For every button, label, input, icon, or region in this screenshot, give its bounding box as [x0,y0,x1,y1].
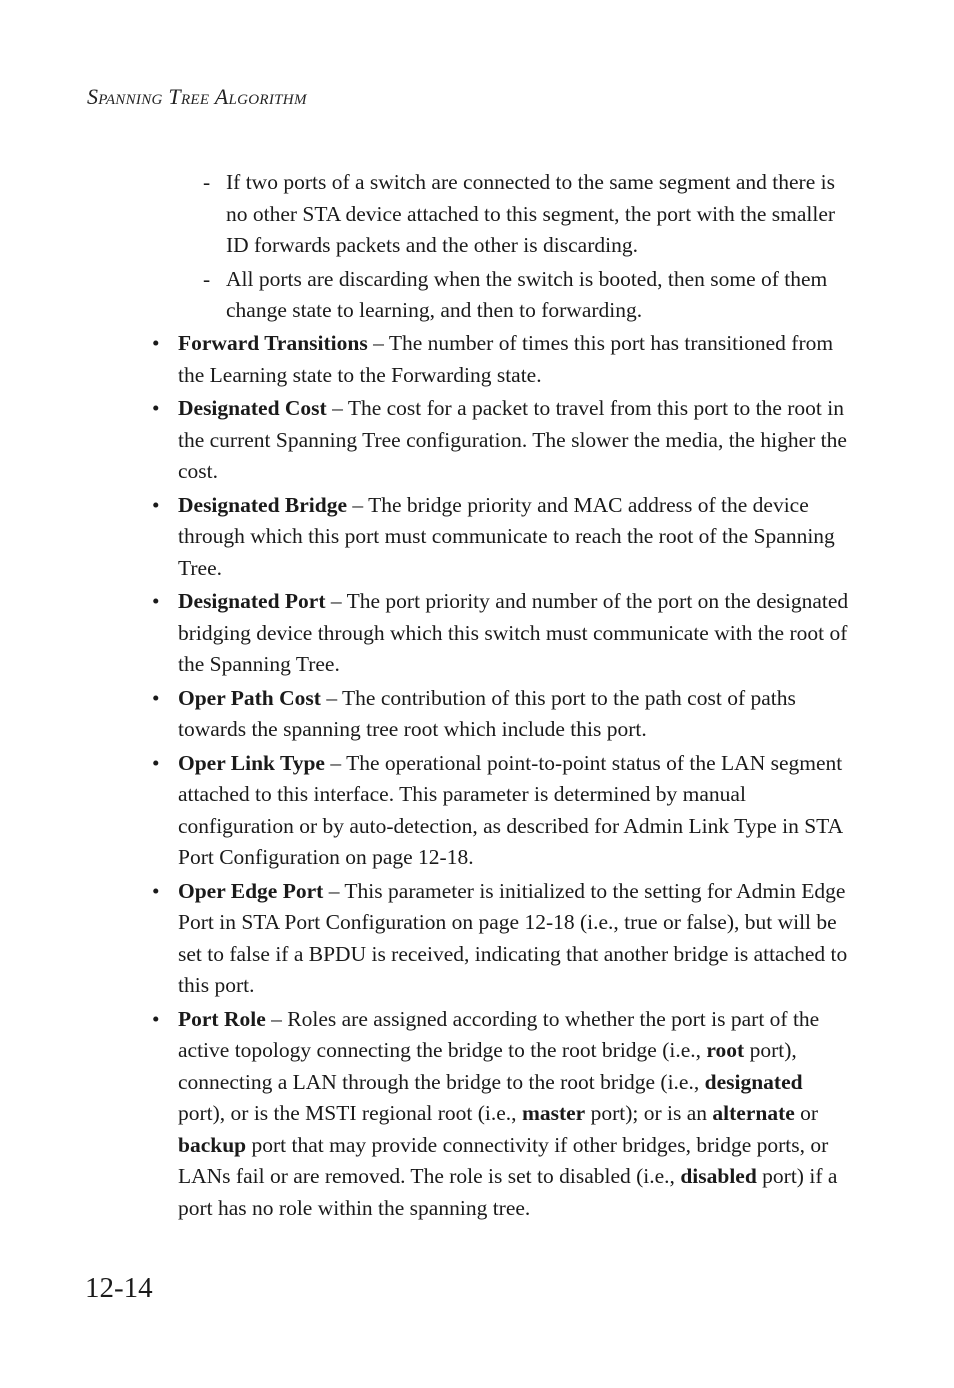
item-term: Oper Link Type [178,750,325,775]
list-item-designated-bridge [150,490,850,585]
list-item-designated-cost [150,393,850,488]
item-description: – This parameter is initialized to the setting for Admin Edge Port in STA Port Configuration on page 12-18 (i.e., true or false), but will be set to false if a BPDU is received, indicating that another bridge is attached to this port. [178,878,848,997]
bullet-marker: • [152,492,160,517]
sub-list-item [203,167,853,262]
item-description: – The cost for a packet to travel from this port to the root in the current Spanning Tree configuration. The slower the media, the higher the cost. [178,396,847,483]
item-description: – The number of times this port has transitioned from the Learning state to the Forwarding state. [178,331,834,387]
item-term: Port Role [178,1006,266,1031]
dash-marker: - [203,266,211,291]
role-master: master [521,1101,586,1125]
dash-marker: - [203,170,211,194]
item-description: – The bridge priority and MAC address of the device through which this port must communicate to reach the root of the Spanning Tree. [178,492,835,580]
item-description: – The operational point-to-point status of the LAN segment attached to this interface. This parameter is determined by manual configuration or by auto-detection, as described for Admin Link Type in STA Port Configuration on page 12-18. [178,750,843,869]
item-term: Oper Path Cost [178,685,321,710]
item-term: Designated Cost [178,396,327,420]
bullet-marker: • [152,1006,160,1031]
bullet-marker: • [152,685,160,710]
running-header: Spanning Tree Algorithm [87,84,307,109]
list-item-designated-port [150,586,850,681]
page-number: 12-14 [85,1272,153,1304]
sub-list-item [203,264,853,327]
bullet-marker: • [152,750,160,775]
item-description-part: – Roles are assigned according to whether the port is part of the active topology connecting the bridge to the root bridge (i.e., [178,1006,820,1062]
item-description-part: port) if a port has no role within the spanning tree. [178,1164,838,1220]
list-item-oper-path-cost [150,683,850,746]
field-definition-list [150,328,850,1226]
bullet-marker: • [152,878,160,903]
sub-item-text: If two ports of a switch are connected to the same segment and there is no other STA device attached to this segment, the port with the smaller ID forwards packets and the other is discarding. [226,170,836,257]
item-description-part: or [794,1101,819,1125]
item-description-part: port), connecting a LAN through the bridge to the root bridge (i.e., [178,1038,797,1094]
item-term: Oper Edge Port [178,878,324,903]
sub-bullet-list [203,167,853,329]
item-description: – The port priority and number of the port on the designated bridging device through which this switch must communicate with the root of the Spanning Tree. [178,589,849,676]
item-description-part: port); or is an [585,1101,713,1125]
role-root: root [706,1038,745,1062]
list-item-port-role [150,1004,850,1225]
role-alternate: alternate [712,1101,795,1125]
bullet-marker: • [152,396,160,420]
role-backup: backup [178,1132,247,1157]
list-item-oper-link-type [150,748,850,874]
item-term: Forward Transitions [178,331,368,355]
list-item-oper-edge-port [150,876,850,1002]
list-item-forward-transitions [150,328,850,391]
sub-item-text: All ports are discarding when the switch is booted, then some of them change state to learning, and then to forwarding. [226,266,828,322]
item-term: Designated Port [178,589,326,613]
item-description-part: port), or is the MSTI regional root (i.e., [178,1101,522,1125]
role-disabled: disabled [680,1164,757,1188]
bullet-marker: • [152,331,160,355]
role-designated: designated [704,1069,803,1094]
item-term: Designated Bridge [178,492,348,517]
bullet-marker: • [152,589,160,613]
item-description-part: port that may provide connectivity if other bridges, bridge ports, or LANs fail or are removed. The role is set to disabled (i.e., [178,1132,829,1188]
item-description: – The contribution of this port to the path cost of paths towards the spanning tree root which include this port. [178,685,796,741]
